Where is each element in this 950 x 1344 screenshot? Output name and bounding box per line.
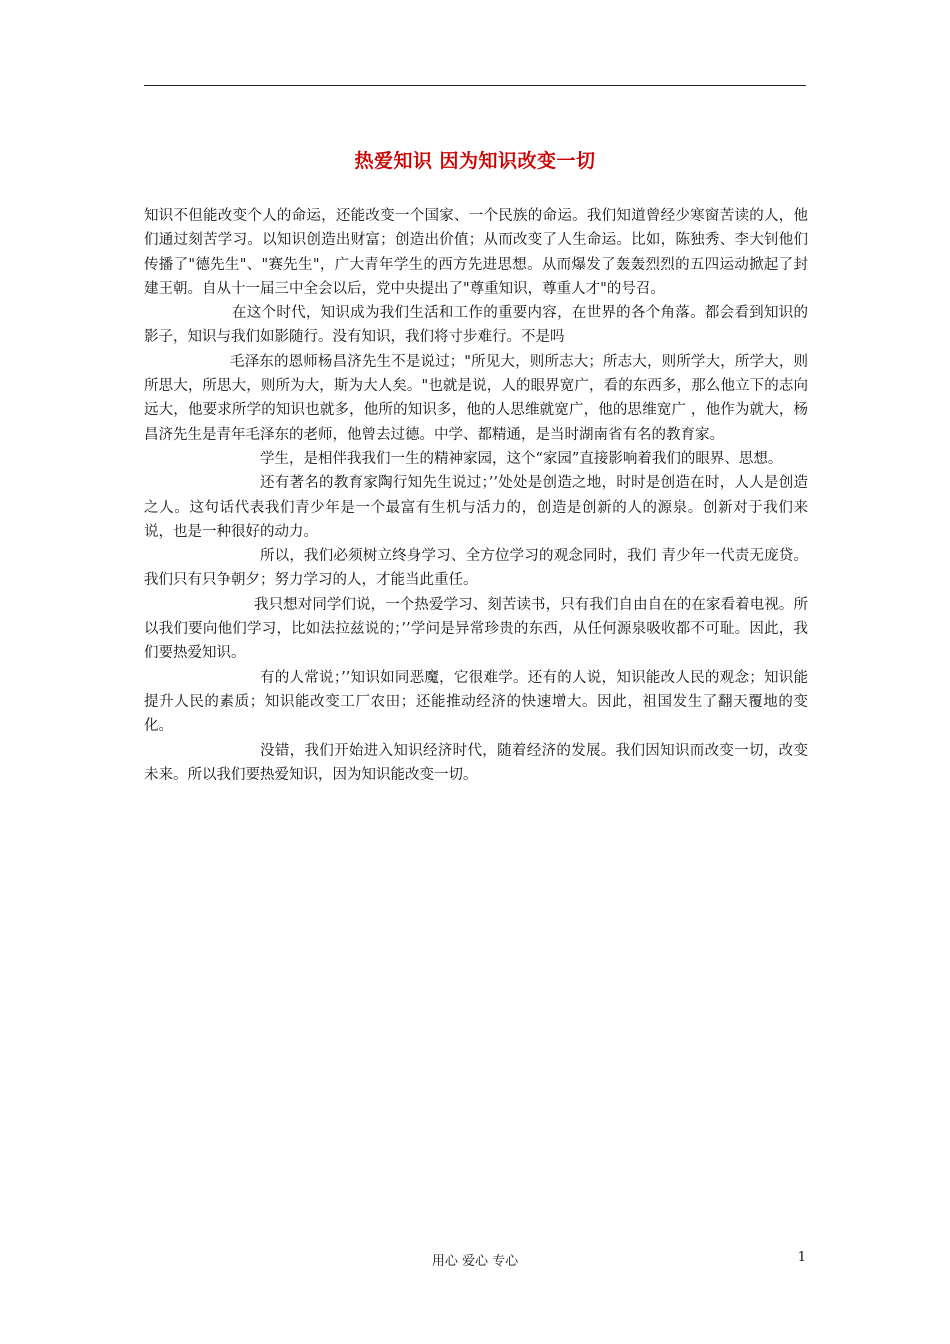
- paragraph-8: 有的人常说；’’知识如同恶魔，它很难学。还有的人说，知识能改人民的观念；知识能提升人民的素质；知识能改变工厂农田；还能推动经济的快速增大。因此，祖国发生了翻天覆地的变化。: [144, 669, 808, 735]
- paragraph-2: 在这个时代，知识成为我们生活和工作的重要内容，在世界的各个角落。都会看到知识的影子，知识与我们如影随行。没有知识，我们将寸步难行。不是吗: [144, 305, 808, 346]
- paragraph-3: 毛泽东的恩师杨昌济先生不是说过；"所见大，则所志大；所志大，则所学大，所学大，则所思大，所思大，则所为大，斯为大人矣。"也就是说，人的眼界宽广，看的东西多，那么他立下的志向远大，他要求所学的知识也就多，他所的知识多，他的人思维就宽广，他的思维宽广 ，他作为就大，杨昌济先生是青年毛泽东的老师，他曾去过德。中学、都精通，是当时湖南省有名的教育家。: [144, 353, 808, 443]
- paragraph-6: 所以，我们必须树立终身学习、全方位学习的观念同时，我们 青少年一代责无庞贷。我们只有只争朝夕；努力学习的人，才能当此重任。: [144, 548, 808, 589]
- paragraph-4: 学生，是相伴我我们一生的精神家园，这个“家园”直接影响着我们的眼界、思想。: [260, 450, 783, 467]
- document-title: 热爱知识 因为知识改变一切: [354, 150, 596, 172]
- paragraph-1: 知识不但能改变个人的命运，还能改变一个国家、一个民族的命运。我们知道曾经少寒窗苦读的人，他们通过刻苦学习。以知识创造出财富；创造出价值；从而改变了人生命运。比如，陈独秀、李大钊他们传播了"德先生"、"赛先生"，广大青年学生的西方先进思想。从而爆发了轰轰烈烈的五四运动掀起了封建王朝。自从十一届三中全会以后，党中央提出了"尊重知识，尊重人才"的号召。: [144, 208, 808, 297]
- paragraph-5: 还有著名的教育家陶行知先生说过；’’处处是创造之地，时时是创造在时，人人是创造之人。这句话代表我们青少年是一个最富有生机与活力的，创造是创新的人的源泉。创新对于我们来说，也是一种很好的动力。: [144, 475, 808, 540]
- header-rule: [144, 85, 806, 86]
- paragraph-7: 我只想对同学们说，一个热爱学习、刻苦读书，只有我们自由自在的在家看着电视。所以我们要向他们学习，比如法拉兹说的；’’学问是异常珍贵的东西，从任何源泉吸收都不可耻。因此，我们要热爱知识。: [144, 596, 808, 662]
- document-body: [144, 204, 808, 787]
- paragraph-9: 没错，我们开始进入知识经济时代，随着经济的发展。我们因知识而改变一切，改变未来。所以我们要热爱知识，因为知识能改变一切。: [144, 742, 808, 783]
- footer-motto: 用心 爱心 专心: [431, 1254, 519, 1269]
- page-number: 1: [797, 1250, 806, 1265]
